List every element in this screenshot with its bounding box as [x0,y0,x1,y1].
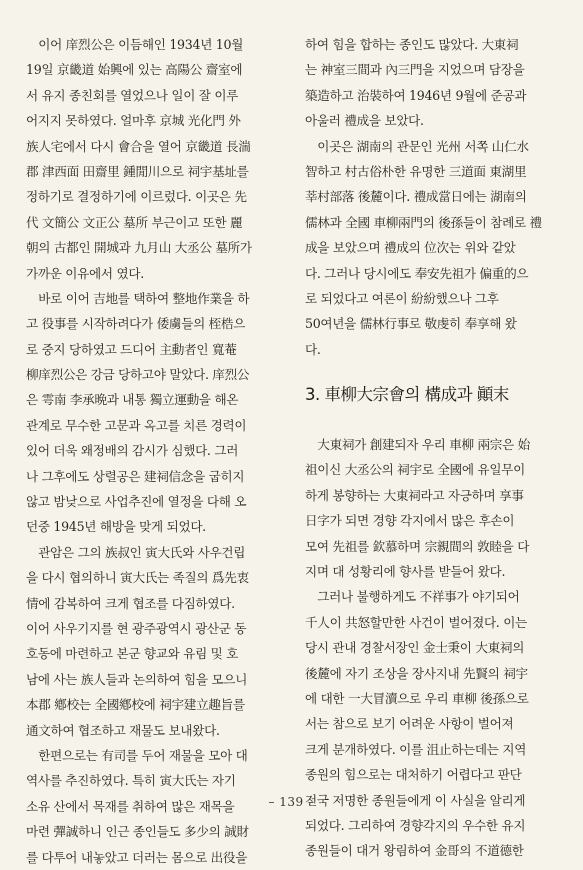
text-line: 남에 사는 族人들과 논의하여 힘을 모으니 [26,671,248,687]
text-line: 千人이 共怒할만한 사건이 벌어졌다. 이는 [305,614,527,630]
text-line: 로 중지 당하였고 드디어 主動者인 寬菴 [26,341,237,357]
right-column-top-text [305,32,555,362]
text-line: 莘村部落 後麓이다. 禮成當日에는 湖南의 [305,189,527,205]
text-line: 마련 彈誠하니 인근 종인들도 多少의 誠財 [26,824,249,840]
text-line: 전국 저명한 종원들에게 이 사실을 알리게 [305,792,526,808]
text-line: 情에 감복하여 크게 협조를 다짐하였다. [26,595,235,611]
text-line: 을 다시 협의하니 寅大氏는 족질의 爲先衷 [26,570,249,586]
text-line: 나 그후에도 상렬공은 建祠信念을 굽히지 [26,468,245,484]
text-line: 다. 그러나 당시에도 奉安先祖가 偏重的으 [305,265,529,281]
text-line: 서 유지 종친회를 열었으나 일이 잘 이루 [26,87,239,103]
text-line: 어지지 못하였다. 얼마후 京城 光化門 外 [26,113,241,129]
text-line: 는 神室三間과 內三門을 지었으며 담장을 [305,62,525,78]
text-line: 지며 대 성황리에 향사를 받들어 왔다. [305,564,506,580]
text-line: 50여년을 儒林行事로 敬虔히 奉享해 왔 [305,316,517,332]
text-line: 되었다. 그리하여 경향각지의 우수한 유지 [305,817,526,833]
text-line: 한편으로는 有司를 두어 재물을 모아 대 [26,747,248,763]
text-line: 크게 분개하였다. 이를 沮止하는데는 지역 [305,741,527,757]
text-line: 아울러 禮成을 보았다. [305,113,424,129]
text-line: 가까운 이유에서 였다. [26,265,144,281]
page-number: – 139 – [268,795,315,809]
text-line: 관계로 무수한 고문과 옥고를 치른 경력이 [26,417,247,433]
text-line: 에 대한 一大冒瀆으로 우리 車柳 後孫으로 [305,690,529,706]
text-line: 朝의 古都인 開城과 九月山 大丞公 墓所가 [26,240,252,256]
left-text-column [26,32,276,870]
text-line: 역사를 추진하였다. 특히 寅大氏는 자기 [26,773,236,789]
text-line: 당시 관내 경찰서장인 金士秉이 大東祠의 [305,640,525,656]
text-line: 築造하고 治裝하여 1946년 9월에 준공과 [305,87,527,103]
text-line: 서는 참으로 보기 어려운 사항이 벌어져 [305,716,514,732]
text-line: 로 되었다고 여론이 紛紛했으나 그후 [305,290,499,306]
text-line: 通文하여 협조하고 재물도 보내왔다. [26,722,220,738]
text-line: 하여 힘을 합하는 종인도 많았다. 大東祠 [305,37,519,52]
text-line: 하게 봉향하는 大東祠라고 자긍하며 享事 [305,487,524,503]
text-line: 그러나 불행하게도 不祥事가 야기되어 [305,589,520,605]
text-line: 大東祠가 創建되자 우리 車柳 兩宗은 始 [305,437,530,453]
text-line: 柳庠烈公은 강금 당하고야 말았다. 庠烈公 [26,367,250,383]
text-line: 19일 京畿道 始興에 있는 高陽公 齋室에 [26,62,243,78]
text-line: 다. [305,341,321,357]
text-line: 代 文簡公 文正公 墓所 부근이고 또한 麗 [26,214,243,230]
text-line: 이곳은 湖南의 관문인 光州 서쪽 山仁水 [305,138,529,154]
text-line: 고 役事를 시작하려다가 倭虜들의 桎梏으 [26,316,246,332]
text-line: 郡 津西面 田齋里 鍾閒川으로 祠宇基址를 [26,163,249,179]
text-line: 던중 1945년 해방을 맞게 되었다. [26,519,206,535]
text-line: 日字가 되면 경향 각지에서 많은 후손이 [305,513,515,529]
text-line: 祖이신 大丞公의 祠宇로 全國에 유일무이 [305,462,525,478]
text-line: 소유 산에서 목재를 취하여 많은 재목을 [26,798,235,814]
right-text-column [305,32,555,864]
text-line: 이어 사우기지를 현 광주광역시 광산군 동 [26,620,247,636]
text-line: 儒林과 全國 車柳兩門의 後孫들이 참례로 禮 [305,214,542,230]
text-line: 바로 이어 吉地를 택하여 整地作業을 하 [26,290,250,306]
text-line: 은 雩南 李承晩과 내통 獨立運動을 해온 [26,392,239,408]
text-line: 이어 庠烈公은 이듬해인 1934년 10월 [26,37,244,52]
text-line: 종원들이 대거 왕림하여 金哥의 不道德한 [305,843,524,859]
text-line: 本郡 鄕校는 全國鄕校에 祠宇建立趣旨를 [26,697,245,713]
text-line: 종원의 힘으로는 대처하기 어렵다고 판단 [305,767,522,783]
text-line: 모여 先祖를 欽慕하며 宗親間의 敦睦을 다 [305,538,530,554]
section-heading: 3. 車柳大宗會의 構成과 顚末 [305,385,509,405]
text-line: 관암은 그의 族叔인 寅大氏와 사우건립 [26,544,246,560]
text-line: 호동에 마련하고 본군 향교와 유림 및 호 [26,646,239,662]
text-line: 智하고 村古俗朴한 유명한 三道面 東湖里 [305,163,527,179]
text-line: 族人宅에서 다시 會合을 열어 京畿道 長湍 [26,138,251,154]
text-line: 後麓에 자기 조상을 장사지내 先賢의 祠宇 [305,665,528,681]
text-line: 成을 보았으며 禮成의 位次는 위와 같았 [305,240,516,256]
text-line: 정하기로 결정하기에 이르렀다. 이곳은 先 [26,189,247,205]
text-line: 않고 밤낮으로 사업추진에 열정을 다해 오 [26,494,247,510]
text-line: 있어 더욱 왜정배의 감시가 심했다. 그러 [26,443,239,459]
text-line: 를 다투어 내놓았고 더러는 몸으로 出役을 [26,849,248,865]
